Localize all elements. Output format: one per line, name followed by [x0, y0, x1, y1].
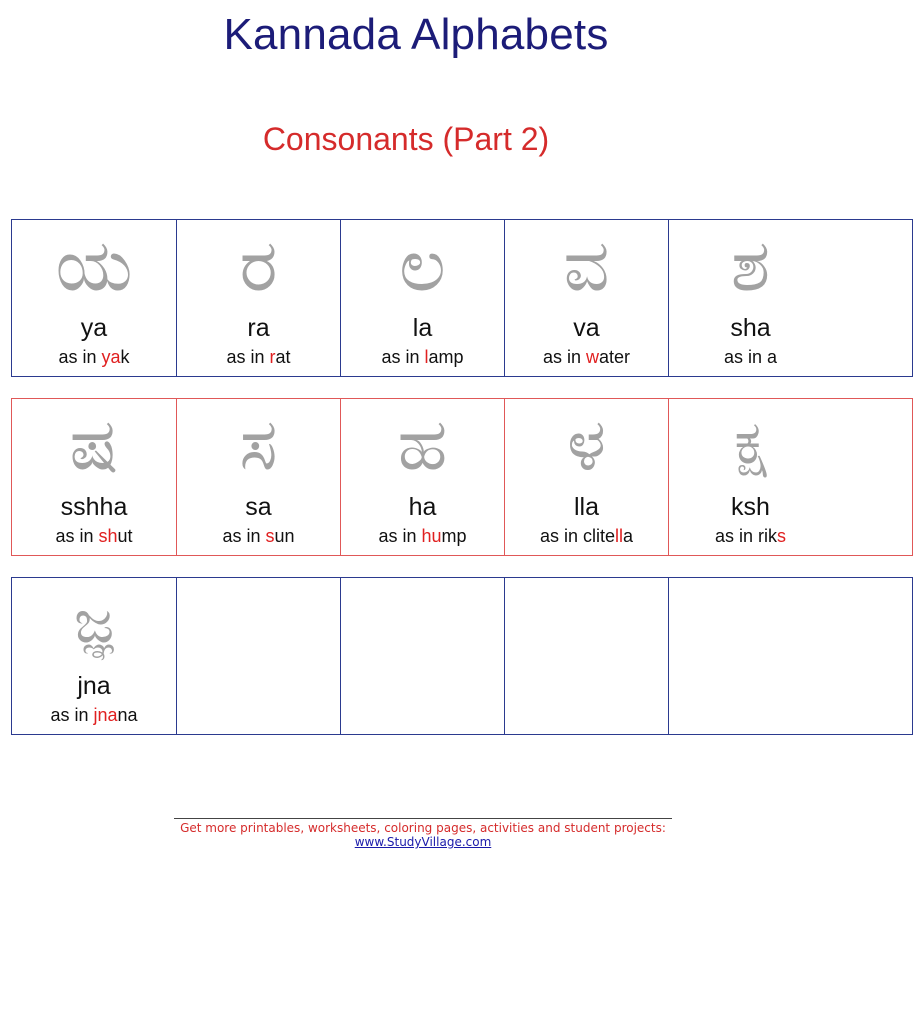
page-title: Kannada Alphabets — [223, 10, 609, 59]
example-word: as in clitella — [539, 526, 634, 546]
letter-card-ha — [340, 399, 504, 555]
highlighted-sound: w — [586, 347, 599, 367]
empty-card — [668, 578, 832, 734]
example-word: as in sun — [222, 526, 295, 546]
letter-card-ksh — [668, 399, 832, 555]
footer-link[interactable]: www.StudyVillage.com — [354, 835, 492, 849]
kannada-glyph: ಷ — [69, 402, 119, 486]
kannada-glyph: ಕ್ಷ — [734, 408, 767, 478]
kannada-glyph: ಸ — [239, 402, 278, 486]
kannada-glyph: ಹ — [397, 402, 448, 486]
empty-card — [176, 578, 340, 734]
transliteration: ha — [408, 493, 437, 521]
transliteration: va — [573, 314, 600, 342]
transliteration: lla — [573, 493, 599, 521]
highlighted-sound: r — [269, 347, 276, 367]
transliteration: sha — [730, 314, 771, 342]
example-word: as in water — [542, 347, 631, 367]
transliteration: ksh — [731, 493, 770, 521]
letter-card-ya — [12, 220, 176, 376]
empty-card — [504, 578, 668, 734]
transliteration: la — [412, 314, 433, 342]
example-word: as in riks — [714, 526, 786, 546]
consonant-row-1 — [11, 219, 913, 377]
transliteration: sa — [245, 493, 272, 521]
letter-card-jna — [12, 578, 176, 734]
kannada-glyph: ಶ — [730, 223, 771, 307]
highlighted-sound: s — [265, 526, 275, 546]
kannada-glyph: ವ — [563, 223, 610, 307]
highlighted-sound: sh — [98, 526, 118, 546]
kannada-glyph: ಯ — [55, 223, 133, 307]
kannada-glyph: ಲ — [399, 223, 446, 307]
highlighted-sound: jna — [93, 705, 118, 725]
empty-card — [340, 578, 504, 734]
example-word: as in hump — [378, 526, 467, 546]
transliteration: sshha — [60, 493, 128, 521]
highlighted-sound: ya — [101, 347, 121, 367]
letter-card-sha — [668, 220, 832, 376]
highlighted-sound: l — [424, 347, 429, 367]
highlighted-sound: s — [777, 526, 786, 546]
footer-divider — [174, 818, 672, 819]
transliteration: ya — [80, 314, 108, 342]
example-word: as in lamp — [381, 347, 464, 367]
kannada-glyph: ಳ — [566, 402, 607, 486]
transliteration: ra — [247, 314, 270, 342]
letter-card-ra — [176, 220, 340, 376]
letter-card-sshha — [12, 399, 176, 555]
example-word: as in jnana — [50, 705, 138, 725]
letter-card-la — [340, 220, 504, 376]
example-word: as in yak — [58, 347, 130, 367]
highlighted-sound: ll — [615, 526, 624, 546]
page-subtitle: Consonants (Part 2) — [262, 121, 550, 157]
example-word: as in shut — [55, 526, 133, 546]
consonant-row-2 — [11, 398, 913, 556]
consonant-row-3 — [11, 577, 913, 735]
example-word: as in a — [723, 347, 778, 367]
kannada-glyph: ಜ್ಞ — [74, 587, 114, 657]
example-word: as in rat — [226, 347, 291, 367]
letter-card-lla — [504, 399, 668, 555]
transliteration: jna — [77, 672, 111, 700]
footer — [170, 818, 676, 849]
highlighted-sound: hu — [421, 526, 442, 546]
footer-promo-text: Get more printables, worksheets, coloring pages, activities and student projects: — [180, 821, 666, 835]
letter-card-va — [504, 220, 668, 376]
kannada-glyph: ರ — [239, 223, 278, 307]
letter-card-sa — [176, 399, 340, 555]
